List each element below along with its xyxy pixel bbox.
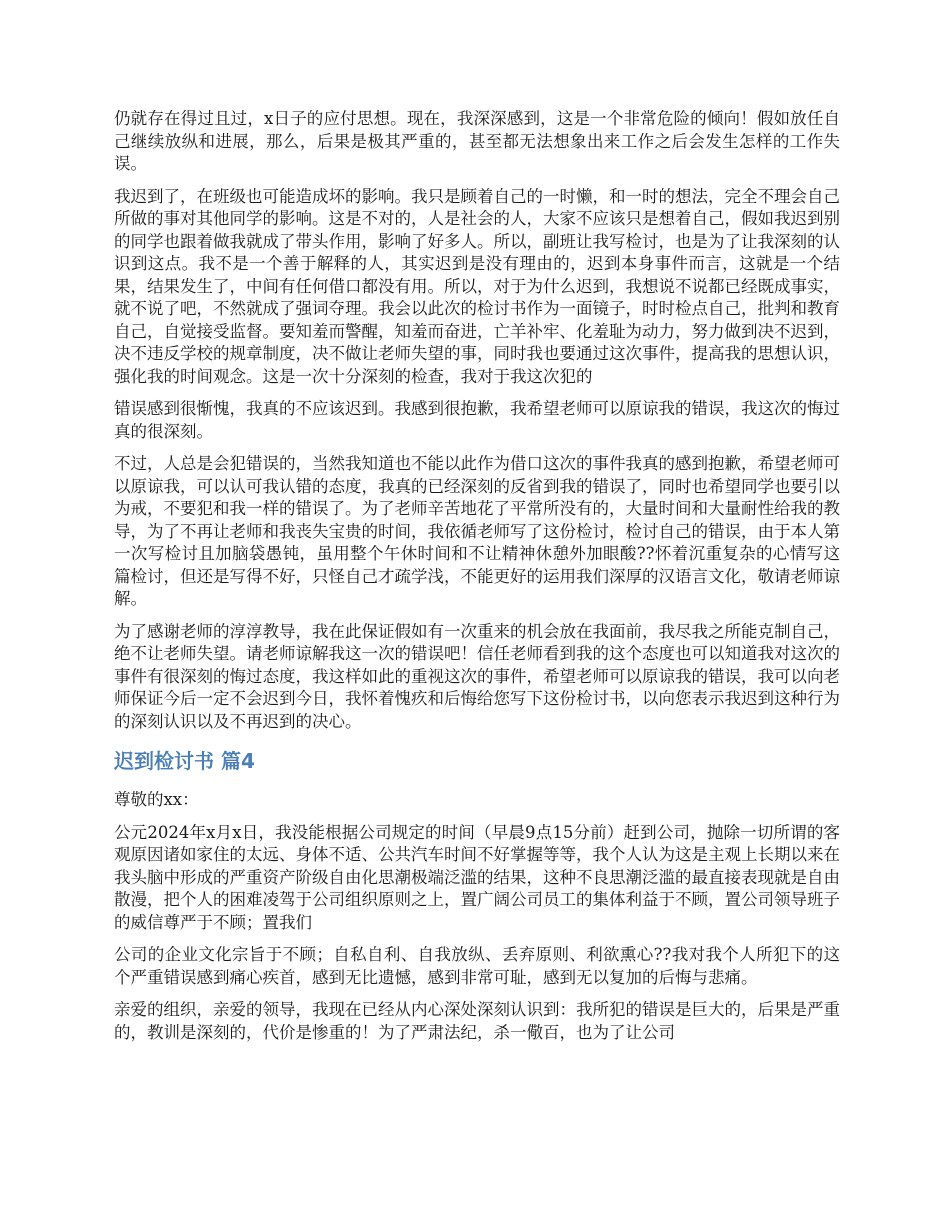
paragraph: 公司的企业文化宗旨于不顾；自私自利、自我放纵、丢弃原则、利欲熏心??我对我个人所犯下的这个严重错误感到痛心疾首，感到无比遗憾，感到非常可耻，感到无以复加的后悔与悲痛。 [114, 945, 840, 987]
document-page [114, 108, 840, 1054]
paragraph: 错误感到很惭愧，我真的不应该迟到。我感到很抱歉，我希望老师可以原谅我的错误，我这次的悔过真的很深刻。 [114, 399, 840, 441]
paragraph: 仍就存在得过且过，x日子的应付思想。现在，我深深感到，这是一个非常危险的倾向！假如放任自己继续放纵和进展，那么，后果是极其严重的，甚至都无法想象出来工作之后会发生怎样的工作失误。 [114, 109, 840, 173]
paragraph: 为了感谢老师的淳淳教导，我在此保证假如有一次重来的机会放在我面前，我尽我之所能克制自己，绝不让老师失望。请老师谅解我这一次的错误吧！信任老师看到我的这个态度也可以知道我对这次的事件有很深刻的悔过态度，我这样如此的重视这次的事件，希望老师可以原谅我的错误，我可以向老师保证今后一定不会迟到今日，我怀着愧疚和后悔给您写下这份检讨书，以向您表示我迟到这种行为的深刻认识以及不再迟到的决心。 [114, 621, 840, 731]
paragraph: 亲爱的组织，亲爱的领导，我现在已经从内心深处深刻认识到：我所犯的错误是巨大的，后果是严重的，教训是深刻的，代价是惨重的！为了严肃法纪，杀一儆百，也为了让公司 [114, 1000, 840, 1042]
paragraph: 不过，人总是会犯错误的，当然我知道也不能以此作为借口这次的事件我真的感到抱歉，希望老师可以原谅我，可以认可我认错的态度，我真的已经深刻的反省到我的错误了，同时也希望同学也要引以为戒，不要犯和我一样的错误了。为了老师辛苦地花了平常所没有的，大量时间和大量耐性给我的教导，为了不再让老师和我丧失宝贵的时间，我依循老师写了这份检讨，检讨自己的错误，由于本人第一次写检讨且加脑袋愚钝，虽用整个午休时间和不让精神休憩外加眼酸??怀着沉重复杂的心情写这篇检讨，但还是写得不好，只怪自己才疏学浅，不能更好的运用我们深厚的汉语言文化，敬请老师谅解。 [114, 454, 840, 608]
section-heading: 迟到检讨书 篇4 [114, 749, 255, 773]
paragraph: 我迟到了，在班级也可能造成坏的影响。我只是顾着自己的一时懒，和一时的想法，完全不理会自己所做的事对其他同学的影响。这是不对的，人是社会的人，大家不应该只是想着自己，假如我迟到别的同学也跟着做我就成了带头作用，影响了好多人。所以，副班让我写检讨，也是为了让我深刻的认识到这点。我不是一个善于解释的人，其实迟到是没有理由的，迟到本身事件而言，这就是一个结果，结果发生了，中间有任何借口都没有用。所以，对于为什么迟到，我想说不说都已经既成事实，就不说了吧，不然就成了强词夺理。我会以此次的检讨书作为一面镜子，时时检点自己，批判和教育自己，自觉接受监督。要知羞而警醒，知羞而奋进，亡羊补牢、化羞耻为动力，努力做到决不迟到，决不违反学校的规章制度，决不做让老师失望的事，同时我也要通过这次事件，提高我的思想认识，强化我的时间观念。这是一次十分深刻的检查，我对于我这次犯的 [114, 186, 840, 386]
salutation: 尊敬的xx： [114, 790, 199, 809]
paragraph: 公元2024年x月x日，我没能根据公司规定的时间（早晨9点15分前）赶到公司，抛除一切所谓的客观原因诸如家住的太远、身体不适、公共汽车时间不好掌握等等，我个人认为这是主观上长期以来在我头脑中形成的严重资产阶级自由化思潮极端泛滥的结果，这种不良思潮泛滥的最直接表现就是自由散漫，把个人的困难凌驾于公司组织原则之上，置广阔公司员工的集体利益于不顾，置公司领导班子的威信尊严于不顾；置我们 [114, 822, 840, 932]
